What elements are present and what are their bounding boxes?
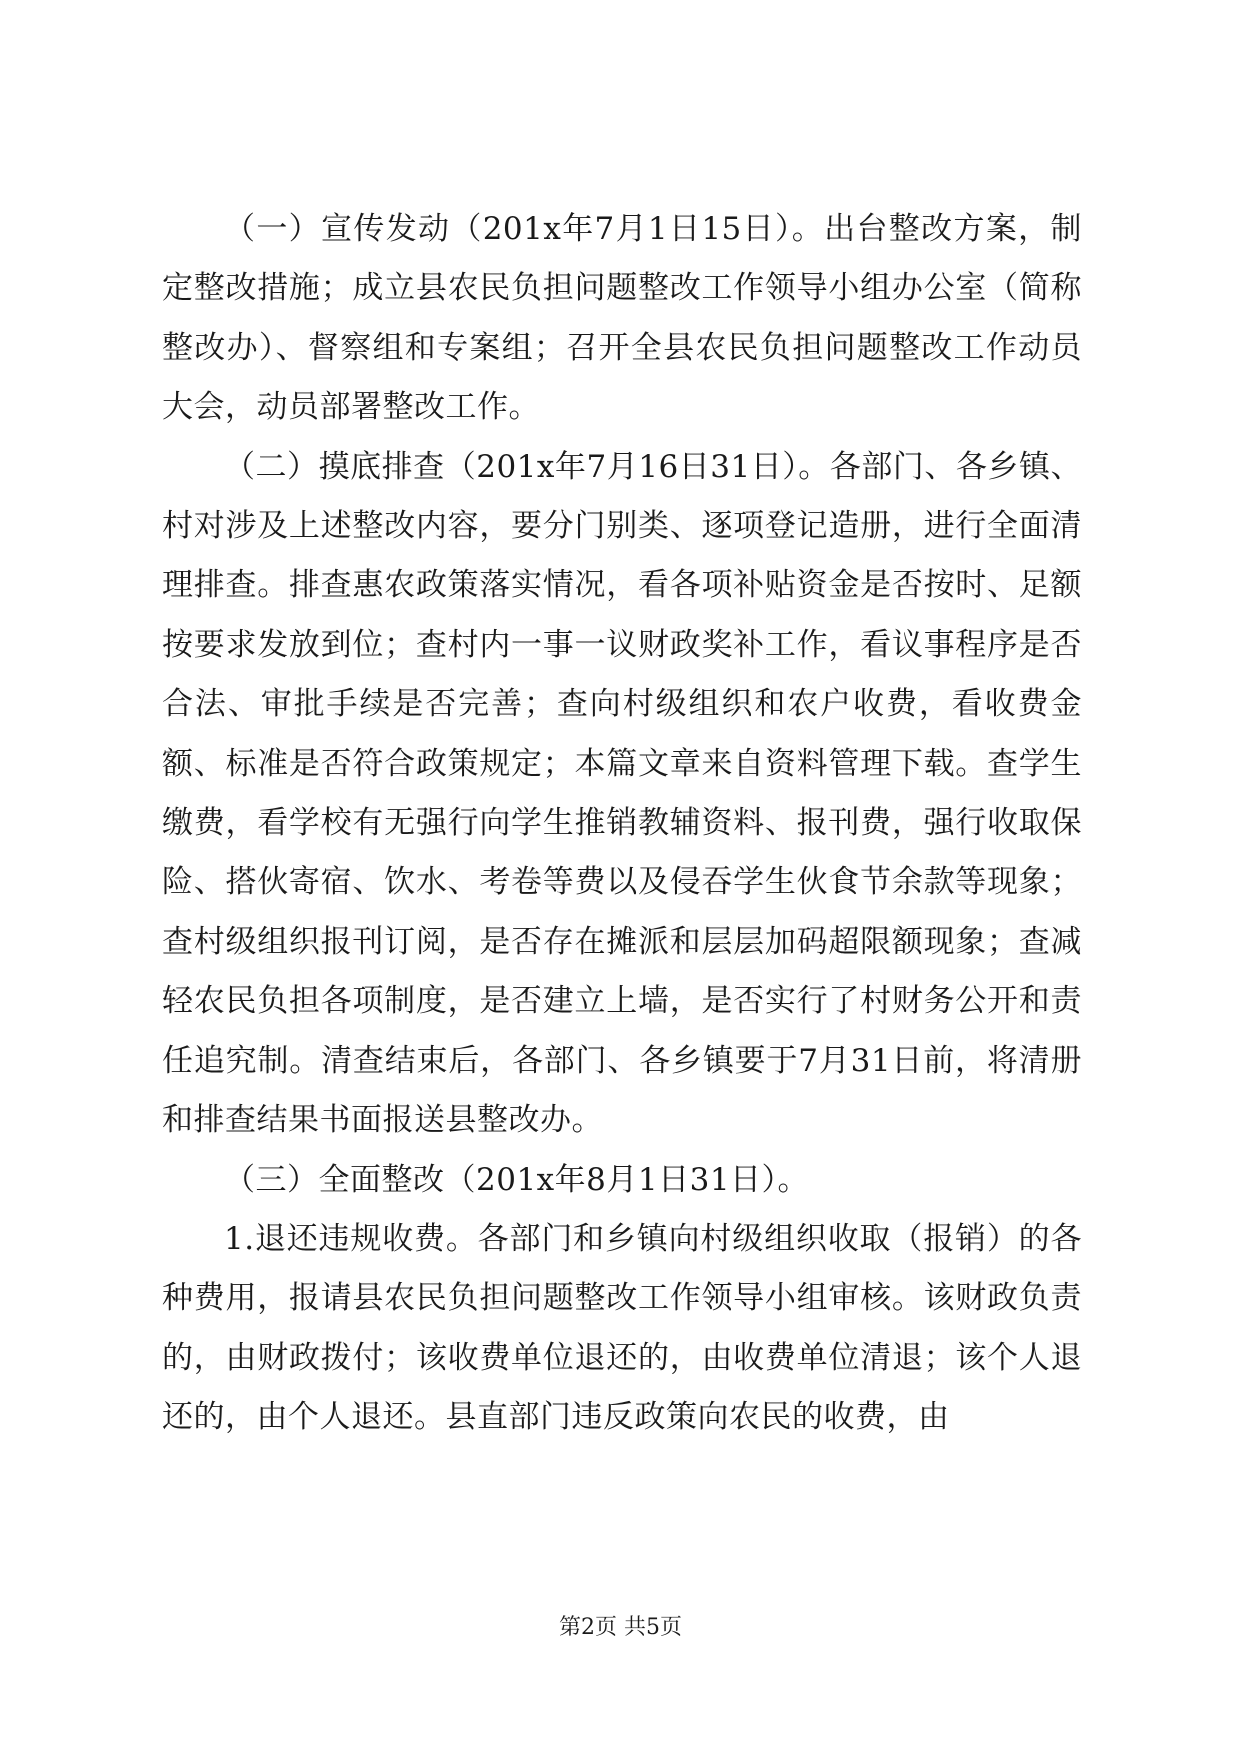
page-number-footer: 第2页 共5页 (559, 1615, 682, 1640)
paragraph-publicity-mobilization: （一）宣传发动（201x年7月1日15日）。出台整改方案，制定整改措施；成立县农民负担问题整改工作领导小组办公室（简称整改办）、督察组和专案组；召开全县农民负担问题整改工作动员大会，动员部署整改工作。 (162, 211, 1082, 426)
paragraph-survey-investigation: （二）摸底排查（201x年7月16日31日）。各部门、各乡镇、村对涉及上述整改内容，要分门别类、逐项登记造册，进行全面清理排查。排查惠农政策落实情况，看各项补贴资金是否按时、足额按要求发放到位；查村内一事一议财政奖补工作，看议事程序是否合法、审批手续是否完善；查向村级组织和农户收费，看收费金额、标准是否符合政策规定；本篇文章来自资料管理下载。查学生缴费，看学校有无强行向学生推销教辅资料、报刊费，强行收取保险、搭伙寄宿、饮水、考卷等费以及侵吞学生伙食节余款等现象；查村级组织报刊订阅，是否存在摊派和层层加码超限额现象；查减轻农民负担各项制度，是否建立上墙，是否实行了村财务公开和责任追究制。清查结束后，各部门、各乡镇要于7月31日前，将清册和排查结果书面报送县整改办。 (162, 448, 1082, 1139)
paragraph-refund-illegal-fees: 1.退还违规收费。各部门和乡镇向村级组织收取（报销）的各种费用，报请县农民负担问题整改工作领导小组审核。该财政负责的，由财政拨付；该收费单位退还的，由收费单位清退；该个人退还的，由个人退还。县直部门违反政策向农民的收费，由 (162, 1220, 1082, 1436)
document-body (162, 200, 1082, 1448)
paragraph-full-rectification: （三）全面整改（201x年8月1日31日）。 (224, 1161, 810, 1198)
